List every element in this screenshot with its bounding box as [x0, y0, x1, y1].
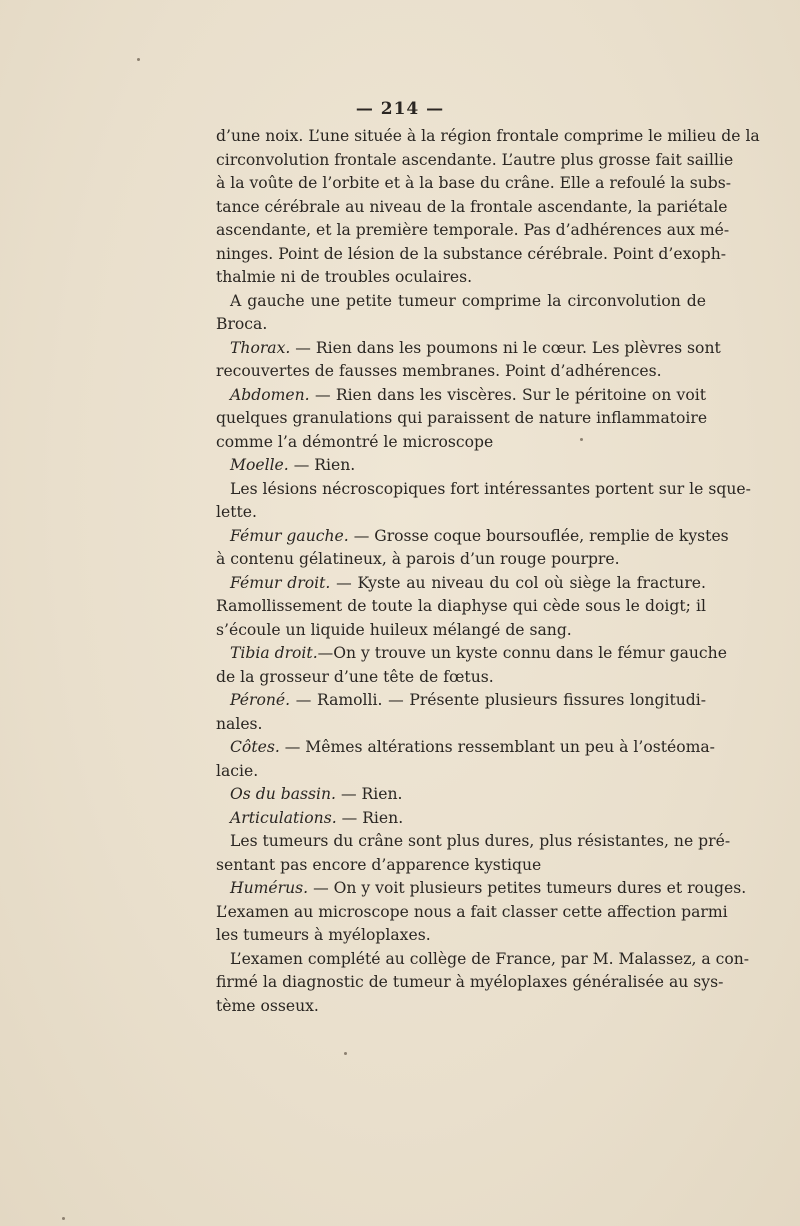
text-line: [216, 689, 706, 713]
section-label: Fémur gauche.: [230, 526, 349, 545]
text-line: [216, 360, 706, 384]
text-line: [216, 854, 706, 878]
text-line: [216, 384, 706, 408]
text-line: [216, 736, 715, 760]
section-label: Moelle.: [230, 456, 289, 474]
line-text: Ramollissement de toute la diaphyse qui cède sous le doigt; il: [216, 597, 706, 615]
section-label: Articulations.: [230, 808, 337, 827]
text-line: [216, 807, 706, 831]
line-text: à la voûte de l’orbite et à la base du crâne. Elle a refoulé la subs-: [216, 174, 732, 192]
text-line: [216, 501, 706, 525]
text-line: [216, 642, 727, 666]
line-text: — Grosse coque boursouflée, remplie de kystes: [348, 526, 729, 545]
line-text: — Rien.: [288, 456, 356, 474]
body-text: [216, 125, 760, 1018]
line-text: firmé la diagnostic de tumeur à myéloplaxes généralisée au sys-: [216, 973, 724, 991]
text-line: [216, 290, 706, 314]
line-text: nales.: [216, 714, 263, 733]
line-text: circonvolution frontale ascendante. L’autre plus grosse fait saillie: [216, 150, 734, 169]
text-line: [216, 125, 760, 149]
text-line: [216, 713, 706, 737]
section-label: Os du bassin.: [230, 785, 336, 803]
text-line: [216, 337, 721, 361]
text-line: [216, 619, 706, 643]
line-text: — Mêmes altérations ressemblant un peu à l’ostéoma-: [279, 738, 715, 756]
section-label: Humérus.: [230, 879, 309, 897]
text-line: [216, 454, 706, 478]
line-text: lette.: [216, 503, 257, 521]
line-text: à contenu gélatineux, à parois d’un rouge pourpre.: [216, 550, 620, 568]
text-line: [216, 595, 706, 619]
text-line: [216, 407, 706, 431]
line-text: L’examen complété au collège de France, par M. Malassez, a con-: [230, 949, 750, 968]
text-line: [216, 666, 706, 690]
line-text: les tumeurs à myéloplaxes.: [216, 926, 431, 944]
line-text: — Rien.: [336, 785, 403, 803]
text-line: [216, 149, 734, 173]
text-line: [216, 548, 706, 572]
line-text: d’une noix. L’une située à la région frontale comprime le milieu de la: [216, 127, 760, 145]
text-line: [216, 243, 727, 267]
text-line: [216, 760, 706, 784]
section-label: Fémur droit.: [230, 573, 331, 592]
line-text: recouvertes de fausses membranes. Point d’adhérences.: [216, 362, 662, 380]
text-line: [216, 172, 732, 196]
paper-speck: [137, 58, 140, 61]
text-line: [216, 431, 706, 455]
paper-speck: [580, 438, 583, 441]
text-line: [216, 313, 706, 337]
line-text: quelques granulations qui paraissent de nature inflammatoire: [216, 409, 708, 427]
line-text: s’écoule un liquide huileux mélangé de sang.: [216, 620, 572, 639]
line-text: comme l’a démontré le microscope: [216, 432, 494, 451]
text-line: [216, 783, 706, 807]
text-line: [216, 266, 706, 290]
line-text: — Kyste au niveau du col où siège la fracture.: [330, 573, 706, 592]
text-line: [216, 572, 706, 596]
line-text: de la grosseur d’une tête de fœtus.: [216, 667, 494, 686]
line-text: — Rien dans les viscères. Sur le péritoine on voit: [309, 385, 706, 404]
line-text: ascendante, et la première temporale. Pas d’adhérences aux mé-: [216, 221, 730, 239]
section-label: Tibia droit.: [230, 644, 318, 662]
text-line: [216, 196, 728, 220]
line-text: lacie.: [216, 761, 259, 780]
text-line: [216, 830, 731, 854]
text-line: [216, 901, 728, 925]
line-text: tance cérébrale au niveau de la frontale ascendante, la pariétale: [216, 197, 728, 216]
section-label: Péroné.: [230, 691, 291, 709]
line-text: — Rien dans les poumons ni le cœur. Les plèvres sont: [290, 338, 721, 357]
line-text: Les tumeurs du crâne sont plus dures, plus résistantes, ne pré-: [230, 832, 731, 850]
text-line: [216, 877, 747, 901]
paper-speck: [62, 1217, 65, 1220]
line-text: L’examen au microscope nous a fait classer cette affection parmi: [216, 902, 728, 921]
text-line: [216, 525, 729, 549]
text-line: [216, 219, 730, 243]
text-line: [216, 995, 706, 1019]
text-line: [216, 971, 724, 995]
line-text: — Ramolli. — Présente plusieurs fissures longitudi-: [290, 691, 706, 709]
line-text: ninges. Point de lésion de la substance cérébrale. Point d’exoph-: [216, 244, 727, 263]
line-text: Les lésions nécroscopiques fort intéressantes portent sur le sque-: [230, 479, 751, 498]
text-line: [216, 948, 750, 972]
line-text: — Rien.: [336, 808, 404, 827]
section-label: Côtes.: [230, 738, 280, 756]
section-label: Abdomen.: [230, 385, 310, 404]
line-text: tème osseux.: [216, 996, 319, 1015]
line-text: Broca.: [216, 315, 268, 333]
line-text: — On y voit plusieurs petites tumeurs dures et rouges.: [308, 879, 747, 897]
line-text: thalmie ni de troubles oculaires.: [216, 268, 473, 286]
line-text: A gauche une petite tumeur comprime la circonvolution de: [230, 291, 706, 310]
line-text: —On y trouve un kyste connu dans le fémur gauche: [317, 644, 727, 662]
text-line: [216, 478, 751, 502]
page-number: — 214 —: [355, 99, 445, 119]
text-line: [216, 924, 706, 948]
line-text: sentant pas encore d’apparence kystique: [216, 855, 542, 874]
section-label: Thorax.: [230, 338, 291, 357]
paper-speck: [344, 1052, 347, 1055]
